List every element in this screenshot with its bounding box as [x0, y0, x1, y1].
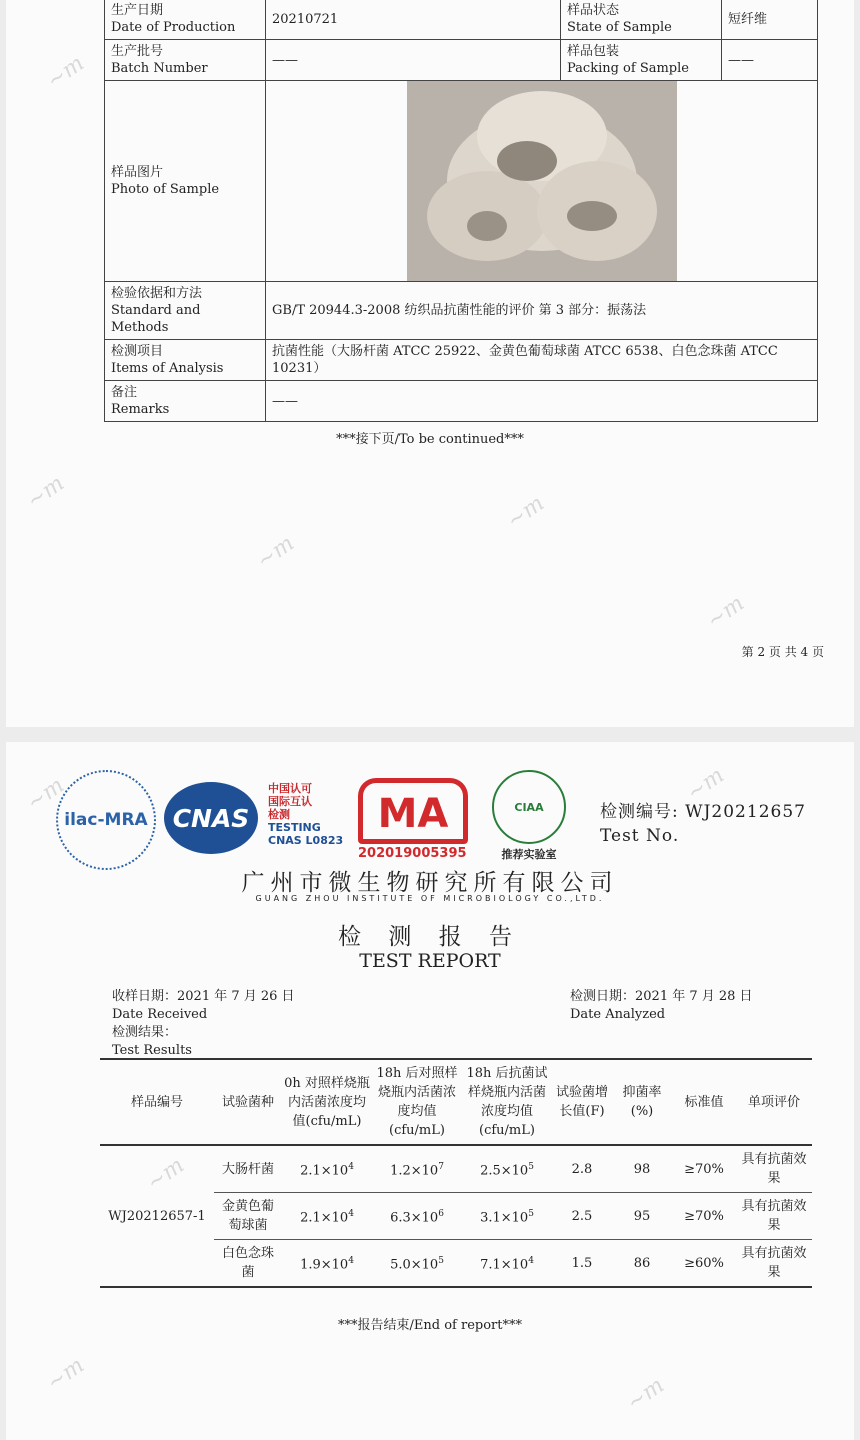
report-title-zh: 检 测 报 告	[338, 924, 522, 950]
watermark: ~m	[22, 772, 69, 817]
watermark: ~m	[42, 1352, 89, 1397]
cma-logo: MA	[358, 778, 468, 844]
report-title-en: TEST REPORT	[359, 950, 501, 972]
table-row: 白色念珠菌 $1.9\times 10^4$ $5.0\times 10^5$ $7.1\times 10^4$ 1.5 86 ≥60% 具有抗菌效果	[100, 1240, 812, 1288]
sample-state-value: 短纤维	[722, 0, 818, 40]
cma-number: 202019005395	[358, 846, 467, 861]
ilac-mra-logo: ilac-MRA	[56, 770, 156, 870]
ciaa-logo: CIAA	[492, 770, 566, 844]
watermark: ~m	[682, 762, 729, 807]
packing-value: ——	[722, 40, 818, 81]
test-report-page	[6, 742, 854, 1440]
batch-number-value: ——	[266, 40, 561, 81]
watermark: ~m	[42, 50, 89, 95]
table-row: 金黄色葡萄球菌 $2.1\times 10^4$ $6.3\times 10^6$ $3.1\times 10^5$ 2.5 95 ≥70% 具有抗菌效果	[100, 1193, 812, 1240]
continued-note: ***接下页/To be continued***	[336, 432, 524, 447]
cnas-logo: CNAS	[164, 782, 258, 854]
page-number: 第 2 页 共 4 页	[741, 645, 824, 659]
date-analyzed: 检测日期：2021 年 7 月 28 日 Date Analyzed	[570, 989, 753, 1022]
date-received: 收样日期：2021 年 7 月 26 日 Date Received 检测结果： Test Results	[112, 989, 295, 1058]
watermark: ~m	[702, 590, 749, 635]
items-value: 抗菌性能（大肠杆菌 ATCC 25922、金黄色葡萄球菌 ATCC 6538、白色念珠菌 ATCC 10231）	[266, 340, 818, 381]
sample-id: WJ20212657-1	[108, 1208, 206, 1224]
org-name-zh: 广州市微生物研究所有限公司	[241, 870, 619, 896]
report-page-2	[6, 0, 854, 727]
org-name-en: GUANG ZHOU INSTITUTE OF MICROBIOLOGY CO.,LTD.	[255, 894, 605, 903]
sample-photo	[407, 81, 677, 281]
remarks-value: ——	[266, 381, 818, 422]
test-number: 检测编号: WJ20212657 Test No.	[600, 802, 806, 846]
watermark: ~m	[252, 530, 299, 575]
ciaa-caption: 推荐实验室	[501, 848, 557, 861]
production-date-value: 20210721	[266, 0, 561, 40]
table-row: WJ20212657-1 大肠杆菌 $2.1\times 10^4$ $1.2\times 10^7$ $2.5\times 10^5$ 2.8 98 ≥70% 具有抗菌效果	[100, 1145, 812, 1193]
watermark: ~m	[142, 1152, 189, 1197]
standard-value: GB/T 20944.3-2008 纺织品抗菌性能的评价 第 3 部分：振荡法	[266, 282, 818, 340]
watermark: ~m	[622, 1372, 669, 1417]
cnas-caption: 中国认可 国际互认 检测 TESTING CNAS L0823	[268, 782, 344, 847]
results-table: 样品编号 试验菌种 0h 对照样烧瓶内活菌浓度均值(cfu/mL) 18h 后对照样烧瓶内活菌浓度均值(cfu/mL) 18h 后抗菌试样烧瓶内活菌浓度均值(cfu/mL) 试验菌增长值(F) 抑菌率(%) 标准值 单项评价 WJ20212657-1 大肠杆菌 $2.1\times 10^4$ $1.2\times 10^7$ $2.5\times 10^5$ 2.8 98 ≥70% 具有抗菌效果 金黄色葡萄球菌 $2.1\times 10^4$ $6.3\times 10^6$ $3.1\times 10^5$ 2.5 95 ≥70% 具有抗菌效果 白色念珠菌 $1.9\times 10^4$ $5.0\times 10^5$ $7.1\times 10^4$ 1.5 86 ≥60% 具有抗菌效果	[100, 1058, 812, 1288]
watermark: ~m	[22, 470, 69, 515]
accreditation-logos	[56, 764, 576, 864]
end-of-report: ***报告结束/End of report***	[338, 1318, 522, 1333]
sample-info-table: 生产日期 Date of Production 20210721 样品状态 State of Sample 短纤维 生产批号 Batch Number —— 样品包装 Packing of Sample —— 样品图片 Photo of Sample 检验依据和方法 Standard and Methods GB/T 20944.3-2008 纺织品抗菌性能的评价 第 3 部分：振荡法 检测项目 Items of Analysis 抗菌性能（大肠杆菌 ATCC 25922、金黄色葡萄球菌 ATCC 6538、白色念珠菌 ATCC 10231） 备注 Remarks ——	[104, 0, 818, 422]
watermark: ~m	[502, 490, 549, 535]
